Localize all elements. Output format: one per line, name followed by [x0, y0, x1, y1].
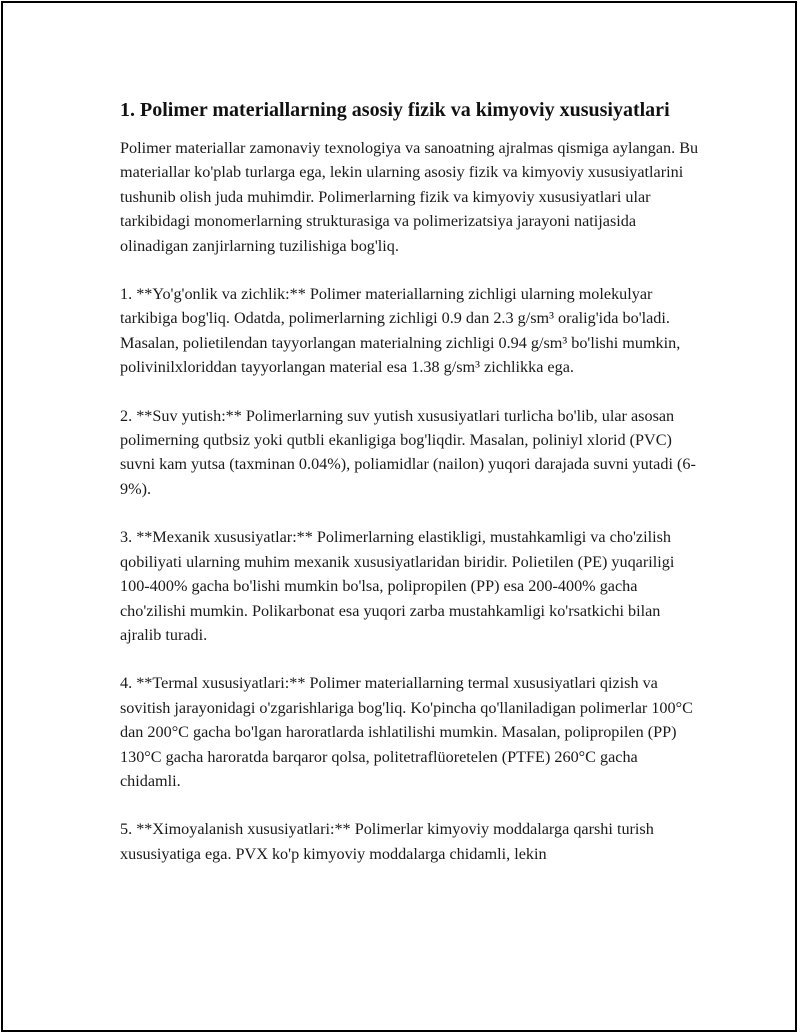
document-body: [120, 96, 700, 890]
intro-paragraph: Polimer materiallar zamonaviy texnologiya va sanoatning ajralmas qismiga aylangan. Bu materiallar ko'plab turlarga ega, lekin ularning asosiy fizik va kimyoviy xususiyatlarini tushunib olish juda muhimdir. Polimerlarning fizik va kimyoviy xususiyatlari ular tarkibidagi monomerlarning strukturasiga va polimerizatsiya jarayoni natijasida olinadigan zanjirlarning tuzilishiga bog'liq.: [120, 139, 699, 255]
paragraph-water-absorption: 2. **Suv yutish:** Polimerlarning suv yutish xususiyatlari turlicha bo'lib, ular asosan polimerning qutbsiz yoki qutbli ekanligiga bog'liqdir. Masalan, poliniyl xlorid (PVC) suvni kam yutsa (taxminan 0.04%), poliamidlar (nailon) yuqori darajada suvni yutadi (6-9%).: [120, 406, 696, 498]
page-frame: [1, 1, 797, 1032]
document-title: 1. Polimer materiallarning asosiy fizik va kimyoviy xususiyatlari: [120, 99, 670, 121]
paragraph-thermal: 4. **Termal xususiyatlari:** Polimer materiallarning termal xususiyatlari qizish va sovitish jarayonidagi o'zgarishlariga bog'liq. Ko'pincha qo'llaniladigan polimerlar 100°C dan 200°C gacha bo'lgan haroratlarda ishlatilishi mumkin. Masalan, polipropilen (PP) 130°C gacha haroratda barqaror qolsa, politetraflüoretelen (PTFE) 260°C gacha chidamli.: [120, 674, 693, 790]
paragraph-protection: 5. **Ximoyalanish xususiyatlari:** Polimerlar kimyoviy moddalarga qarshi turish xususiyatiga ega. PVX ko'p kimyoviy moddalarga chidamli, lekin: [120, 820, 654, 863]
paragraph-mechanical: 3. **Mexanik xususiyatlar:** Polimerlarning elastikligi, mustahkamligi va cho'zilish qobiliyati ularning muhim mexanik xususiyatlaridan biridir. Polietilen (PE) yuqariligi 100-400% gacha bo'lishi mumkin bo'lsa, polipropilen (PP) esa 200-400% gacha cho'zilishi mumkin. Polikarbonat esa yuqori zarba mustahkamligi ko'rsatkichi bilan ajralib turadi.: [120, 528, 675, 644]
paragraph-density: 1. **Yo'g'onlik va zichlik:** Polimer materiallarning zichligi ularning molekulyar tarkibiga bog'liq. Odatda, polimerlarning zichligi 0.9 dan 2.3 g/sm³ oralig'ida bo'ladi. Masalan, polietilendan tayyorlangan materialning zichligi 0.94 g/sm³ bo'lishi mumkin, polivinilxloriddan tayyorlangan material esa 1.38 g/sm³ zichlikka ega.: [120, 285, 681, 377]
